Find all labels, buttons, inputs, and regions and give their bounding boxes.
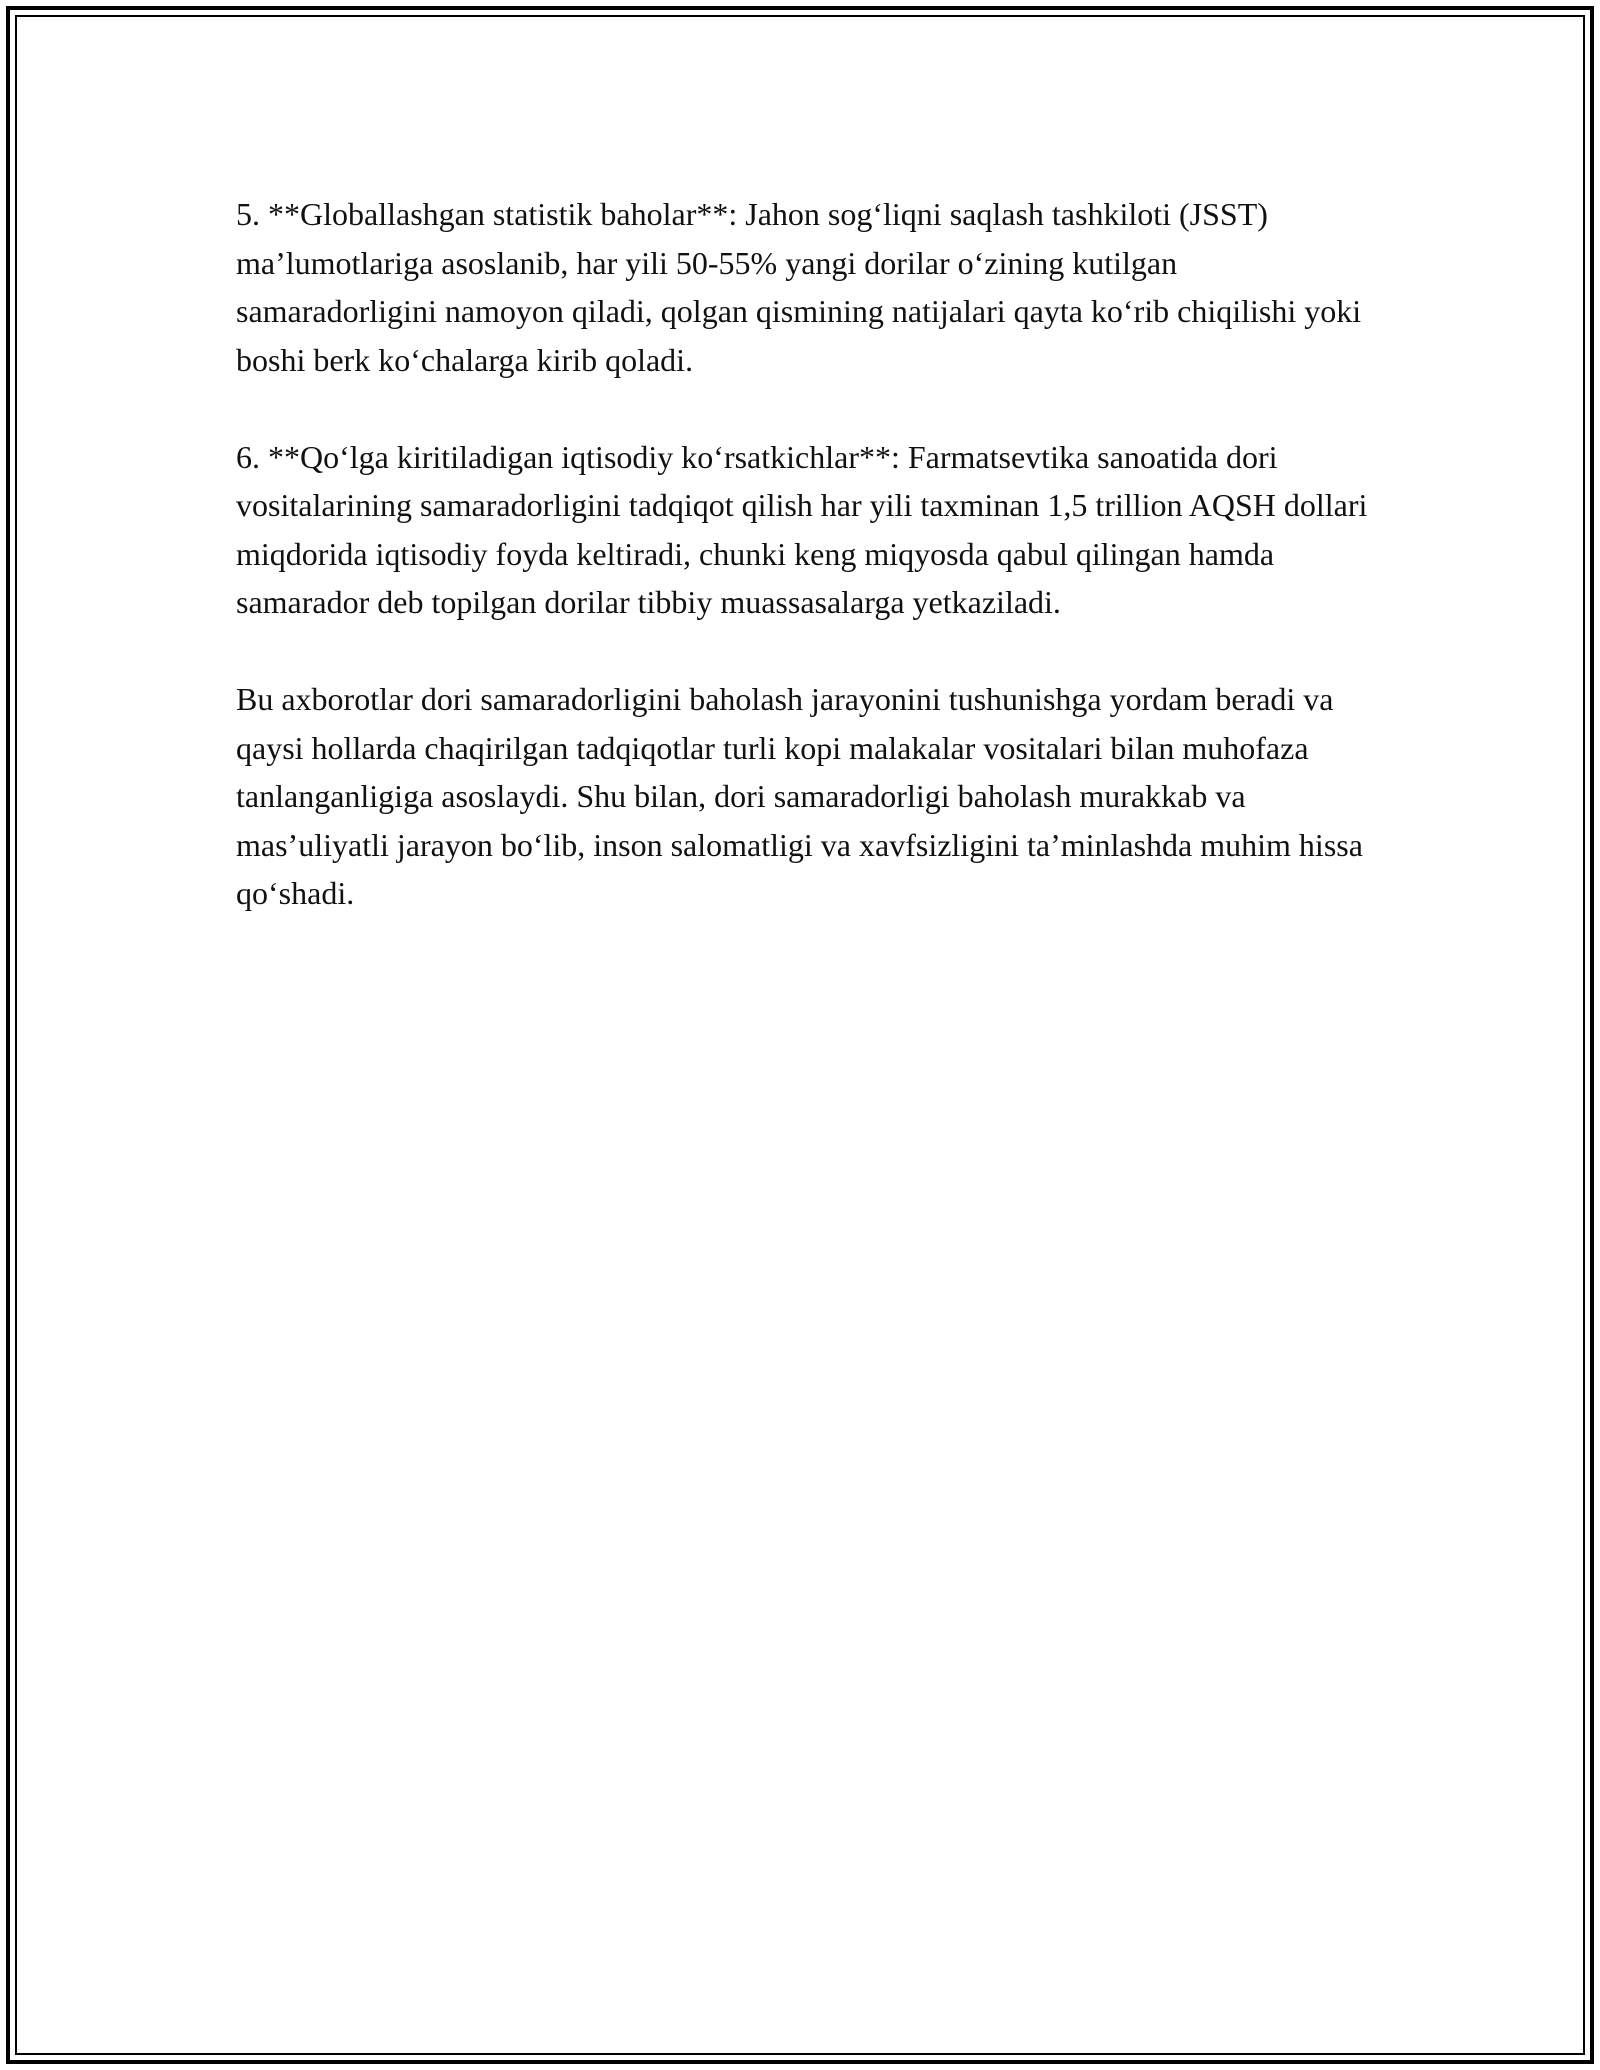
paragraph-economic-indicators: 6. **Qo‘lga kiritiladigan iqtisodiy ko‘rsatkichlar**: Farmatsevtika sanoatida dori vositalarining samaradorligini tadqiqot qilish har yili taxminan 1,5 trillion AQSH dollari miqdorida iqtisodiy foyda keltiradi, chunki keng miqyosda qabul qilingan hamda samarador deb topilgan dorilar tibbiy muassasalarga yetkaziladi. bbox=[236, 438, 1368, 620]
paragraph-conclusion: Bu axborotlar dori samaradorligini baholash jarayonini tushunishga yordam beradi va qaysi hollarda chaqirilgan tadqiqotlar turli kopi malakalar vositalari bilan muhofaza tanlanganligiga asoslaydi. Shu bilan, dori samaradorligi baholash murakkab va mas’uliyatli jarayon bo‘lib, inson salomatligi va xavfsizligini ta’minlashda muhim hissa qo‘shadi. bbox=[236, 681, 1363, 911]
document-body bbox=[236, 190, 1376, 966]
paragraph-global-statistics: 5. **Globallashgan statistik baholar**: Jahon sog‘liqni saqlash tashkiloti (JSST) ma’lumotlariga asoslanib, har yili 50-55% yangi dorilar o‘zining kutilgan samaradorligini namoyon qiladi, qolgan qismining natijalari qayta ko‘rib chiqilishi yoki boshi berk ko‘chalarga kirib qoladi. bbox=[236, 196, 1362, 378]
